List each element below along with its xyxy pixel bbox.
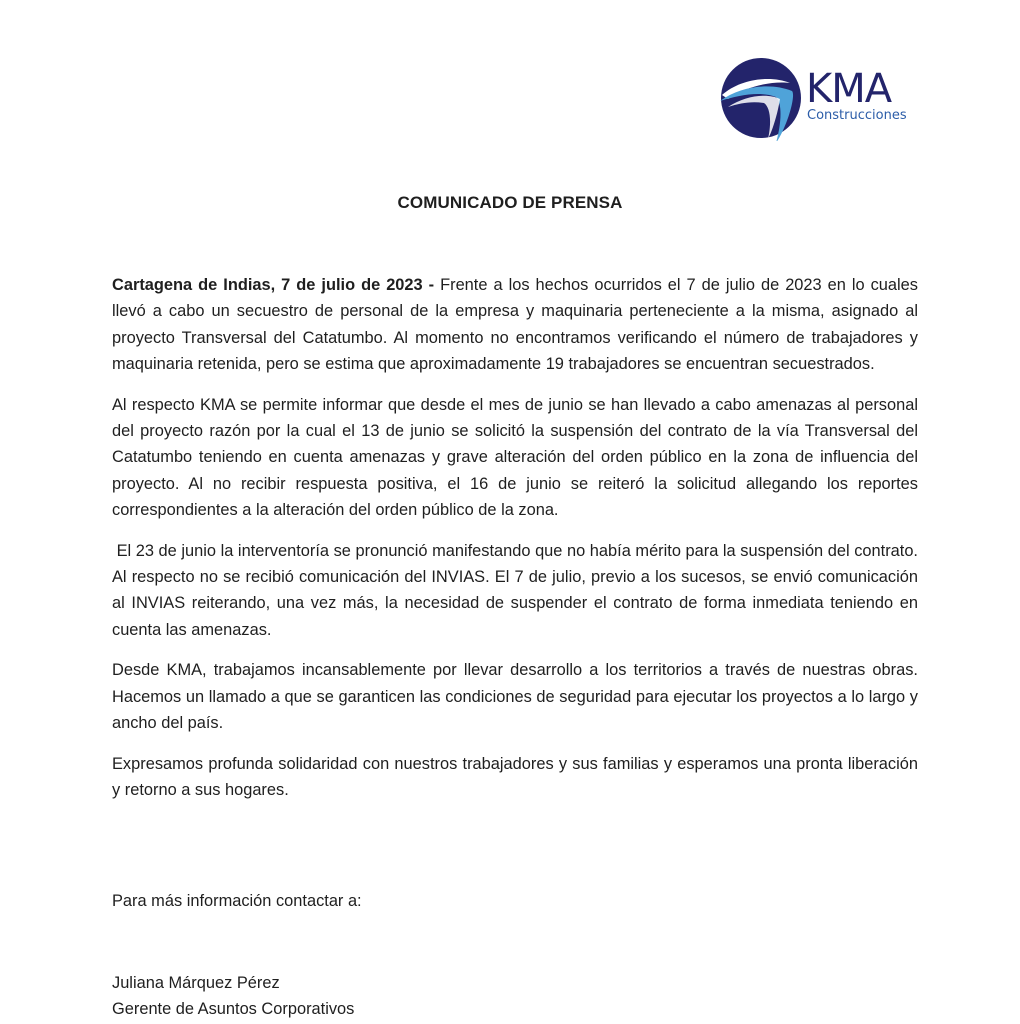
logo-subtitle: Construcciones (807, 108, 907, 123)
dateline: Cartagena de Indias, 7 de julio de 2023 - (112, 276, 435, 294)
press-release-body (112, 272, 923, 817)
company-logo (718, 55, 918, 150)
paragraph-1-text: Frente a los hechos ocurridos el 7 de julio de 2023 en lo cuales llevó a cabo un secuestro de personal de la empresa y maquinaria perteneciente a la misma, asignado al proyecto Transversal del Catatumbo. Al momento no encontramos verificando el número de trabajadores y maquinaria retenida, pero se estima que aproximadamente 19 trabajadores se encuentran secuestrados. (112, 276, 918, 374)
kma-logo-emblem-icon (718, 55, 804, 141)
signer-role: Gerente de Asuntos Corporativos (112, 1000, 355, 1019)
paragraph-1 (112, 272, 918, 378)
signature-block (112, 970, 354, 1023)
logo-wordmark: KMA (806, 66, 892, 112)
paragraph-3: El 23 de junio la interventoría se pronunció manifestando que no había mérito para la suspensión del contrato. Al respecto no se recibió comunicación del INVIAS. El 7 de julio, previo a los sucesos, se envió comunicación al INVIAS reiterando, una vez más, la necesidad de suspender el contrato de forma inmediata teniendo en cuenta las amenazas. (112, 541, 923, 639)
contact-line: Para más información contactar a: (112, 892, 362, 910)
paragraph-4: Desde KMA, trabajamos incansablemente por llevar desarrollo a los territorios a través de nuestras obras. Hacemos un llamado a que se garanticen las condiciones de seguridad para ejecutar los proyectos a lo largo y ancho del país. (112, 661, 918, 733)
paragraph-5: Expresamos profunda solidaridad con nuestros trabajadores y sus familias y esperamos una pronta liberación y retorno a sus hogares. (112, 754, 918, 799)
signer-name: Juliana Márquez Pérez (112, 974, 280, 992)
press-release-title: COMUNICADO DE PRENSA (397, 193, 623, 212)
paragraph-2: Al respecto KMA se permite informar que desde el mes de junio se han llevado a cabo amenazas al personal del proyecto razón por la cual el 13 de junio se solicitó la suspensión del contrato de la vía Transversal del Catatumbo teniendo en cuenta amenazas y grave alteración del orden público en la zona de influencia del proyecto. Al no recibir respuesta positiva, el 16 de junio se reiteró la solicitud allegando los reportes correspondientes a la alteración del orden público de la zona. (112, 395, 918, 520)
